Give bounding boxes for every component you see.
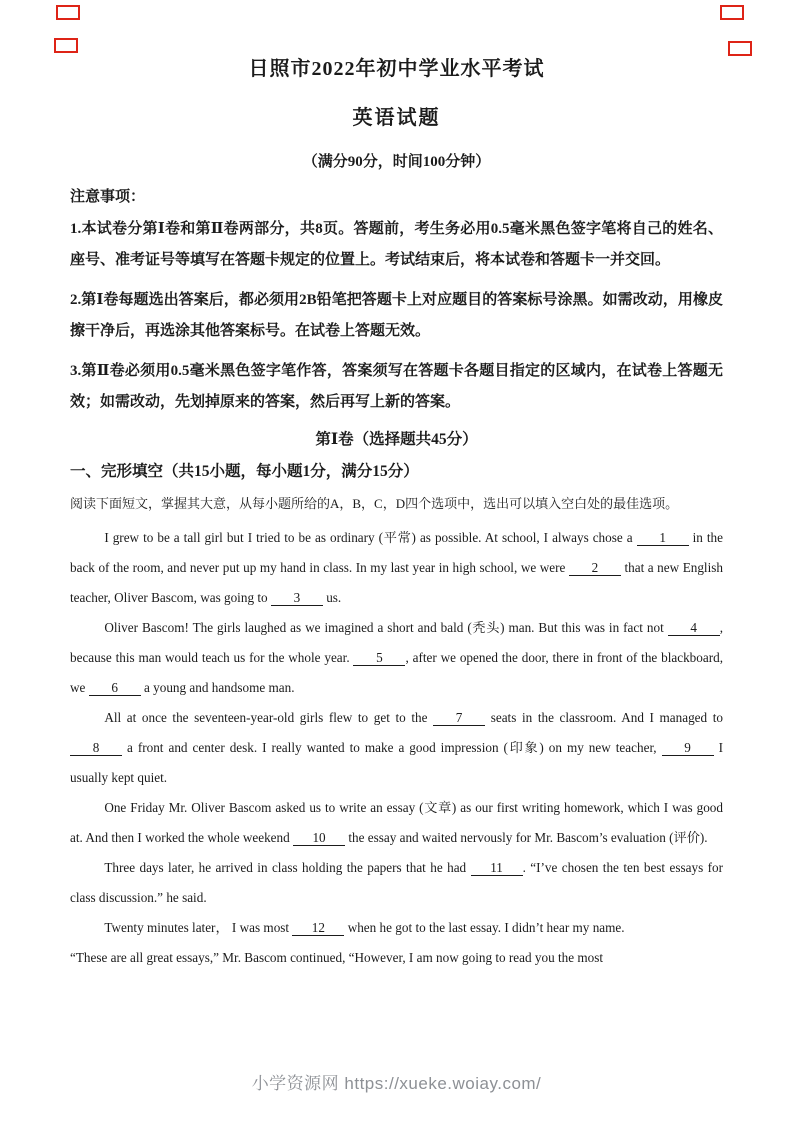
cloze-blank-9: 9	[662, 741, 714, 756]
cloze-blank-1: 1	[637, 531, 689, 546]
exam-title: 日照市2022年初中学业水平考试	[248, 58, 545, 80]
cloze-blank-11: 11	[471, 861, 523, 876]
cloze-blank-2: 2	[569, 561, 621, 576]
passage-paragraph-2: Oliver Bascom! The girls laughed as we imagined a short and bald (秃头) man. But this was in fact not 4 , because this man would teach us for the whole year. 5 , after we opened the door, there in front of the blackboard, we 6 a young and handsome man.	[70, 620, 723, 695]
cloze-instructions: 阅读下面短文，掌握其大意，从每小题所给的A，B，C，D四个选项中，选出可以填入空白处的最佳选项。	[70, 496, 679, 511]
cloze-blank-3: 3	[271, 591, 323, 606]
exam-subject-title: 英语试题	[352, 107, 441, 129]
exam-content	[70, 52, 723, 973]
cloze-blank-12: 12	[292, 921, 344, 936]
passage-paragraph-6: Twenty minutes later， I was most 12 when he got to the last essay. I didn’t hear my name.	[104, 920, 625, 935]
registration-mark-top-right-2	[728, 41, 752, 56]
notices-heading: 注意事项：	[70, 189, 146, 205]
notice-item-3: 3.第Ⅱ卷必须用0.5毫米黑色签字笔作答，答案须写在答题卡各题目指定的区域内，在试卷上答题无效；如需改动，先划掉原来的答案，然后再写上新的答案。	[70, 363, 723, 410]
passage-paragraph-1: I grew to be a tall girl but I tried to be as ordinary (平常) as possible. At school, I always chose a 1 in the back of the room, and never put up my hand in class. In my last year in high school, we were 2 that a new English teacher, Oliver Bascom, was going to 3 us.	[70, 530, 723, 605]
registration-mark-top-left-2	[54, 38, 78, 53]
cloze-blank-5: 5	[353, 651, 405, 666]
passage-paragraph-3: All at once the seventeen-year-old girls flew to get to the 7 seats in the classroom. And I managed to 8 a front and center desk. I really wanted to make a good impression (印象) on my new teacher, 9 I usually kept quiet.	[70, 710, 723, 785]
cloze-blank-8: 8	[70, 741, 122, 756]
cloze-blank-6: 6	[89, 681, 141, 696]
passage-paragraph-5: Three days later, he arrived in class holding the papers that he had 11 . “I’ve chosen the ten best essays for class discussion.” he said.	[70, 860, 723, 905]
cloze-blank-4: 4	[668, 621, 720, 636]
registration-mark-top-left-1	[56, 5, 80, 20]
passage-paragraph-7: “These are all great essays,” Mr. Bascom continued, “However, I am now going to read you the most	[70, 950, 604, 965]
watermark-footer: 小学资源网 https://xueke.woiay.com/	[251, 1074, 542, 1093]
cloze-blank-7: 7	[433, 711, 485, 726]
cloze-section-title: 一、完形填空（共15小题，每小题1分，满分15分）	[70, 463, 419, 480]
cloze-blank-10: 10	[293, 831, 345, 846]
exam-score-time: （满分90分，时间100分钟）	[302, 154, 491, 170]
notice-item-1: 1.本试卷分第Ⅰ卷和第Ⅱ卷两部分，共8页。答题前，考生务必用0.5毫米黑色签字笔将自己的姓名、座号、准考证号等填写在答题卡规定的位置上。考试结束后，将本试卷和答题卡一并交回。	[70, 221, 723, 268]
notice-item-2: 2.第Ⅰ卷每题选出答案后，都必须用2B铅笔把答题卡上对应题目的答案标号涂黑。如需改动，用橡皮擦干净后，再选涂其他答案标号。在试卷上答题无效。	[70, 292, 723, 339]
passage-paragraph-4: One Friday Mr. Oliver Bascom asked us to write an essay (文章) as our first writing homework, which I was good at. And then I worked the whole weekend 10 the essay and waited nervously for Mr. Bascom’s evaluation (评价).	[70, 800, 723, 845]
registration-mark-top-right-1	[720, 5, 744, 20]
part1-title: 第Ⅰ卷（选择题共45分）	[315, 431, 478, 448]
